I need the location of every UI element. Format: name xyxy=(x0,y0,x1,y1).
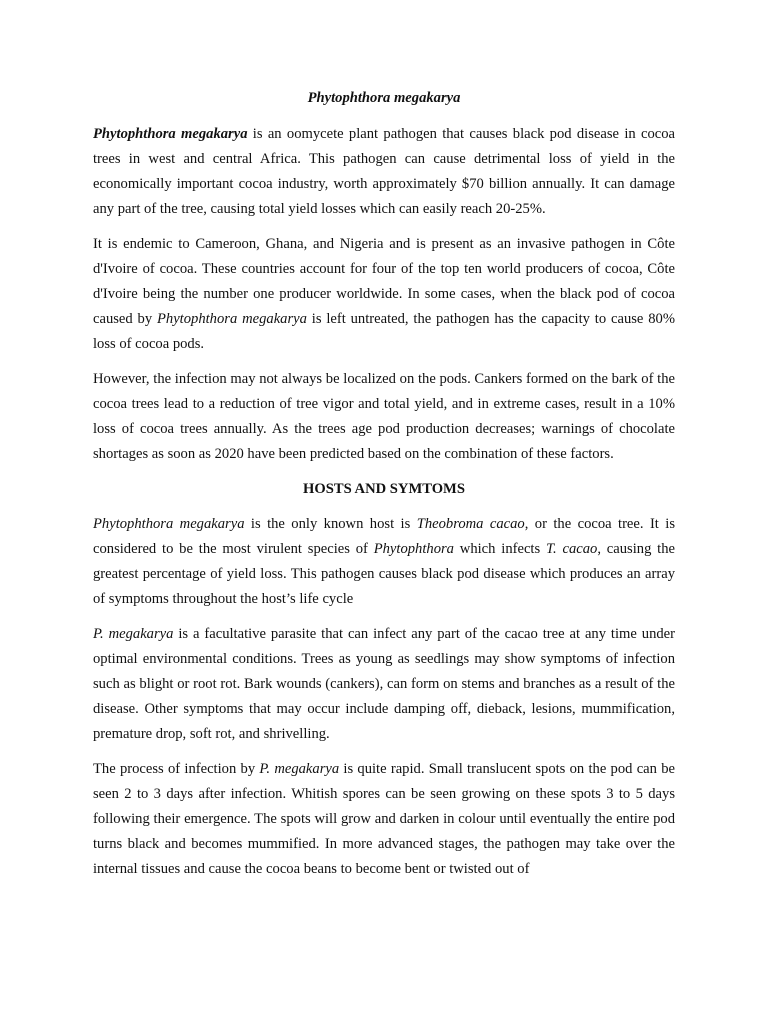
species-name: Phytophthora megakarya xyxy=(93,516,245,532)
document-title: Phytophthora megakarya xyxy=(307,90,461,106)
paragraph-text: is an oomycete plant pathogen that causes black pod disease in cocoa trees in west and central Africa. This pathogen can cause detrimental loss of yield in the economically important cocoa industry, worth approximately $70 billion annually. It can damage any part of the tree, causing total yield losses which can easily reach 20-25%. xyxy=(93,126,675,217)
section-heading-hosts: HOSTS AND SYMTOMS xyxy=(303,481,465,497)
paragraph-hosts xyxy=(93,512,675,612)
paragraph-text: is left untreated, the pathogen has the capacity to cause 80% loss of cocoa pods. xyxy=(93,311,675,352)
paragraph-text: is a facultative parasite that can infect any part of the cacao tree at any time under optimal environmental conditions. Trees as young as seedlings may show symptoms of infection such as blight or root rot. Bark wounds (cankers), can form on stems and branches as a result of the disease. Other symptoms that may occur include damping off, dieback, lesions, mummification, premature drop, soft rot, and shrivelling. xyxy=(93,626,676,742)
paragraph-text: is quite rapid. Small translucent spots on the pod can be seen 2 to 3 days after infection. Whitish spores can be seen growing on these spots 3 to 5 days following their emergence. The spots will grow and darken in colour until eventually the entire pod turns black and becomes mummified. In more advanced stages, the pathogen may take over the internal tissues and cause the cocoa beans to become bent or twisted out of xyxy=(93,761,675,877)
paragraph-intro xyxy=(93,122,675,222)
species-name: Phytophthora megakarya xyxy=(93,126,248,142)
paragraph-infection: However, the infection may not always be localized on the pods. Cankers formed on the bark of the cocoa trees lead to a reduction of tree vigor and total yield, and in extreme cases, result in a 10% loss of cocoa trees annually. As the trees age pod production decreases; warnings of chocolate shortages as soon as 2020 have been predicted based on the combination of these factors. xyxy=(93,371,675,462)
document-page xyxy=(93,86,675,892)
species-name: Theobroma cacao xyxy=(416,516,525,532)
paragraph-text: which infects xyxy=(453,541,546,557)
paragraph-process xyxy=(93,757,675,882)
species-name: P. megakarya xyxy=(259,761,340,777)
paragraph-symptoms xyxy=(93,622,675,747)
species-name: T. cacao xyxy=(545,541,598,557)
paragraph-distribution xyxy=(93,232,675,357)
paragraph-text: is the only known host is xyxy=(244,516,417,532)
species-name: Phytophthora megakarya xyxy=(156,311,307,327)
genus-name: Phytophthora xyxy=(373,541,454,557)
species-name: P. megakarya xyxy=(93,626,174,642)
paragraph-text: , or the cocoa tree. It is considered to be the most virulent species of xyxy=(93,516,676,557)
paragraph-text: The process of infection by xyxy=(93,761,260,777)
paragraph-text: , causing the greatest percentage of yield loss. This pathogen causes black pod disease which produces an array of symptoms throughout the host’s life cycle xyxy=(93,541,676,607)
paragraph-text: It is endemic to Cameroon, Ghana, and Nigeria and is present as an invasive pathogen in Côte d'Ivoire of cocoa. These countries account for four of the top ten world producers of cocoa, Côte d'Ivoire being the number one producer worldwide. In some cases, when the black pod of cocoa caused by xyxy=(93,236,675,327)
